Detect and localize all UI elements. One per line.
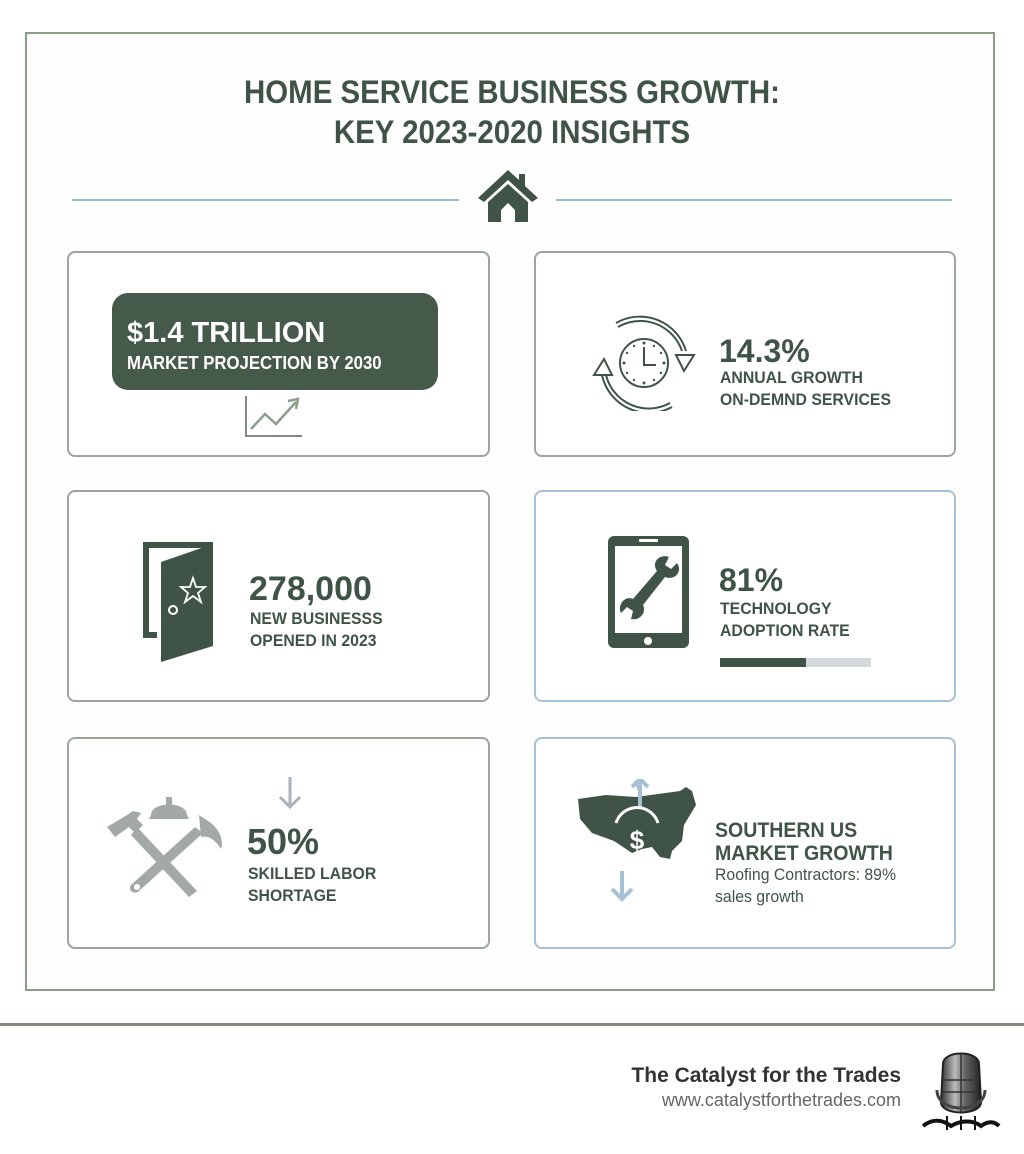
stat-label-line-1: NEW BUSINESSS bbox=[250, 609, 383, 628]
stat-label-line-1: SKILLED LABOR bbox=[248, 864, 377, 883]
card-tech-adoption bbox=[534, 490, 956, 702]
house-icon bbox=[475, 166, 541, 224]
hammers-hardhat-icon bbox=[107, 795, 225, 899]
stat-value: 14.3% bbox=[719, 333, 810, 369]
card-new-businesses bbox=[67, 490, 490, 702]
line-chart-up-icon bbox=[244, 396, 304, 438]
stat-title-line-1: SOUTHERN US bbox=[715, 819, 858, 842]
market-projection-highlight bbox=[112, 293, 438, 390]
stat-label-line-2: ON-DEMND SERVICES bbox=[720, 390, 892, 409]
tablet-wrench-icon bbox=[607, 535, 690, 649]
stat-label-line-1: ANNUAL GROWTH bbox=[720, 368, 863, 387]
card-southern-us bbox=[534, 737, 956, 949]
page-title bbox=[41, 72, 983, 152]
stat-label-line-2: SHORTAGE bbox=[248, 886, 337, 905]
footer-divider bbox=[0, 1023, 1024, 1026]
stat-detail-line-2: sales growth bbox=[715, 887, 804, 906]
stat-label: MARKET PROJECTION BY 2030 bbox=[127, 353, 382, 373]
clock-cycle-icon bbox=[590, 315, 698, 411]
stat-label-line-1: TECHNOLOGY bbox=[720, 599, 832, 618]
title-line-1: HOME SERVICE BUSINESS GROWTH: bbox=[244, 74, 780, 110]
us-map-dollar-icon bbox=[576, 779, 702, 903]
adoption-progress-fill bbox=[720, 658, 806, 667]
open-door-star-icon bbox=[141, 540, 217, 662]
brand-name: The Catalyst for the Trades bbox=[631, 1064, 901, 1087]
divider-right bbox=[556, 199, 952, 201]
divider-left bbox=[72, 199, 459, 201]
title-line-2: KEY 2023-2020 INSIGHTS bbox=[333, 114, 691, 150]
stat-value: 50% bbox=[247, 821, 320, 862]
stat-label-line-2: ADOPTION RATE bbox=[720, 621, 850, 640]
card-annual-growth bbox=[534, 251, 956, 457]
svg-text:$: $ bbox=[629, 825, 645, 855]
stat-value: 278,000 bbox=[249, 570, 372, 608]
stat-value: $1.4 TRILLION bbox=[127, 317, 326, 349]
stat-label-line-2: OPENED IN 2023 bbox=[250, 631, 377, 650]
stat-detail-line-1: Roofing Contractors: 89% bbox=[715, 865, 897, 884]
stat-title-line-2: MARKET GROWTH bbox=[715, 842, 893, 865]
card-market-projection bbox=[67, 251, 490, 457]
stat-value: 81% bbox=[719, 562, 784, 598]
brand-url[interactable]: www.catalystforthetrades.com bbox=[661, 1090, 901, 1110]
microphone-logo bbox=[921, 1050, 1001, 1132]
adoption-progress-track bbox=[720, 658, 871, 667]
arrow-down-icon bbox=[276, 775, 304, 811]
card-labor-shortage bbox=[67, 737, 490, 949]
